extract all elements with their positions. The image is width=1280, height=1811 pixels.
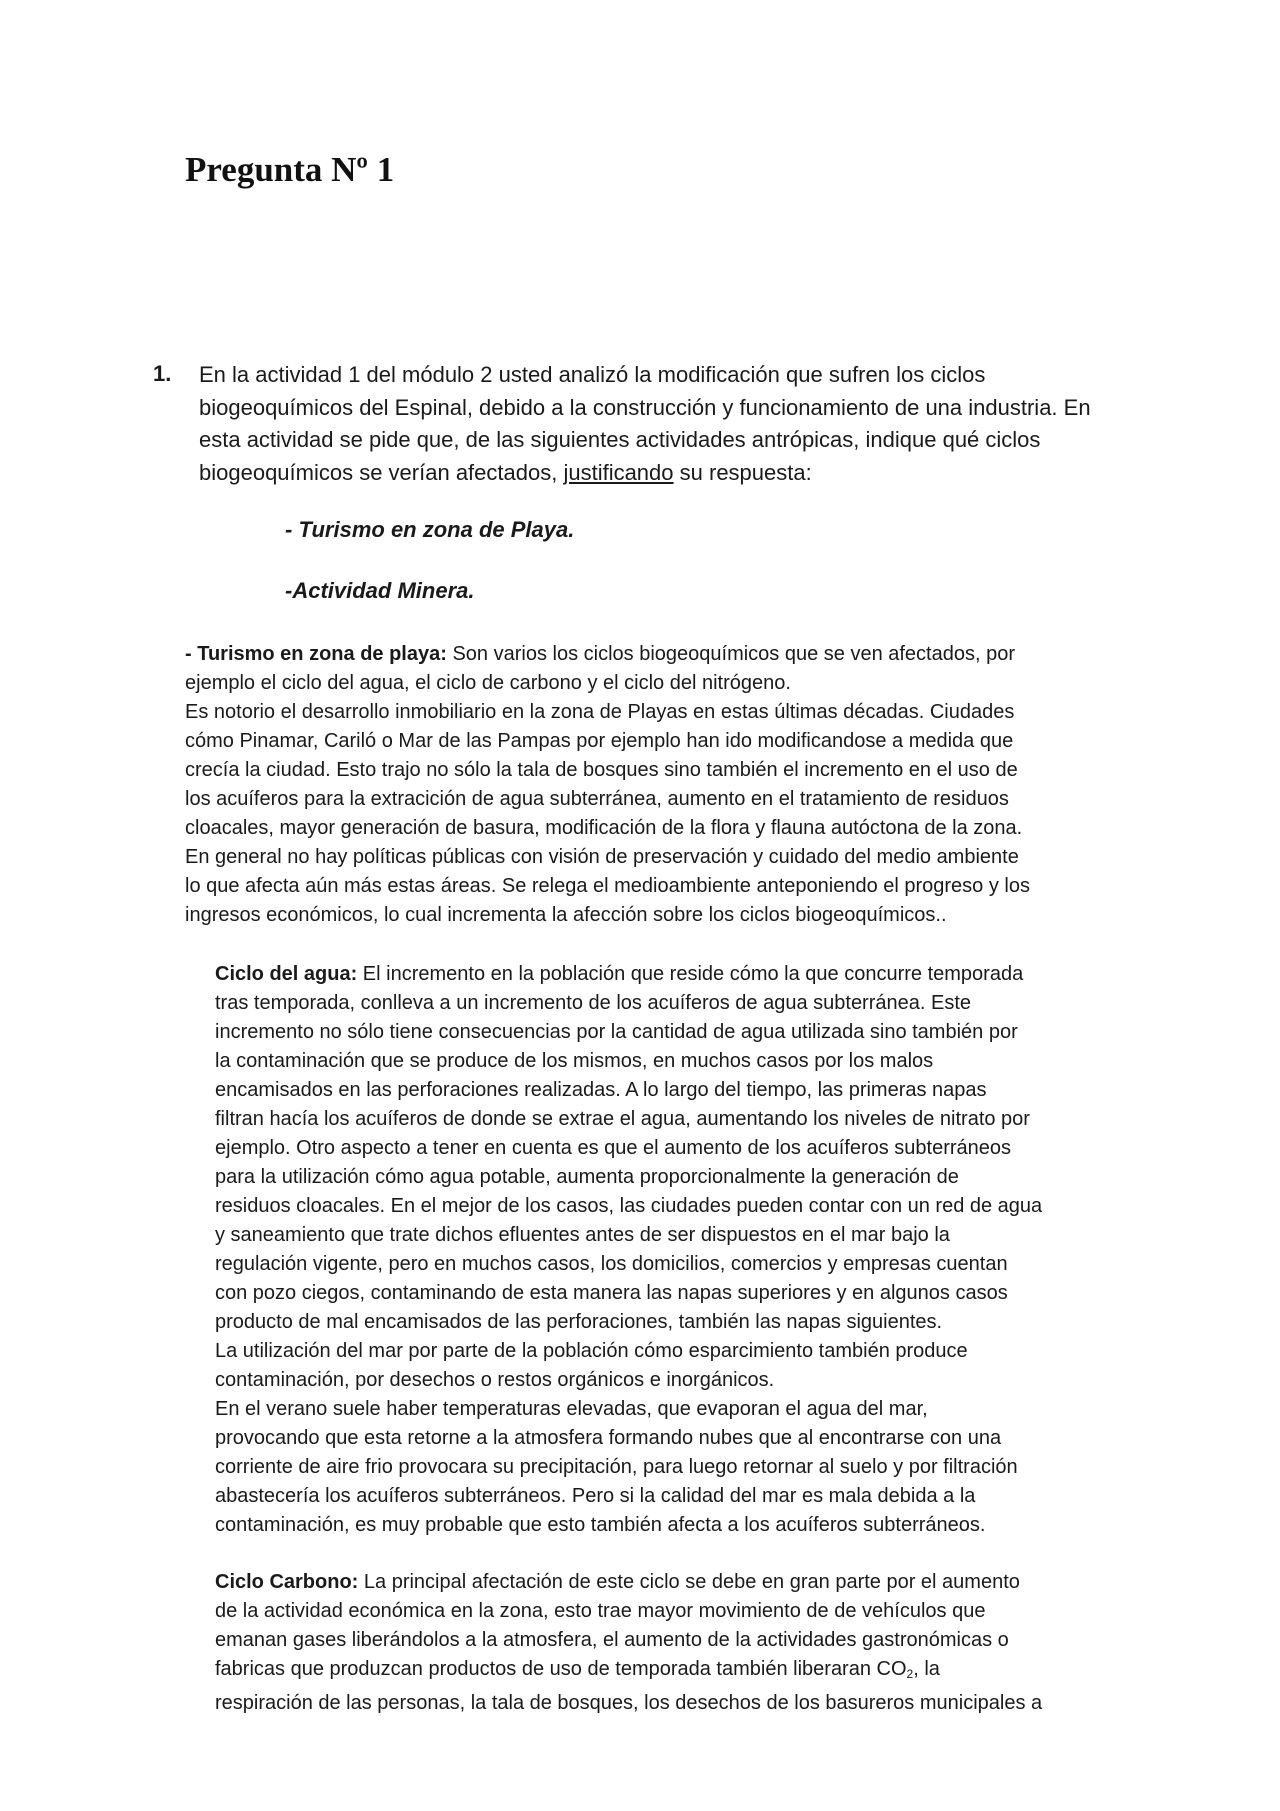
line-text: , la <box>913 1658 940 1680</box>
paragraph-line: La utilización del mar por parte de la población cómo esparcimiento también produce <box>215 1340 968 1362</box>
paragraph-line: incremento no sólo tiene consecuencias por la cantidad de agua utilizada sino también por <box>215 1021 1018 1043</box>
paragraph-line: ingresos económicos, lo cual incrementa la afección sobre los ciclos biogeoquímicos.. <box>185 904 947 926</box>
section-heading: Ciclo Carbono: <box>215 1571 359 1593</box>
answer-intro-paragraph <box>185 640 1030 930</box>
ciclo-carbono-paragraph <box>215 1568 1042 1718</box>
paragraph-line: regulación vigente, pero en muchos casos, los domicilios, comercios y empresas cuentan <box>215 1253 1008 1275</box>
paragraph-line: contaminación, por desechos o restos orgánicos e inorgánicos. <box>215 1369 775 1391</box>
line-text: Son varios los ciclos biogeoquímicos que se ven afectados, por <box>446 643 1016 665</box>
paragraph-line: contaminación, es muy probable que esto también afecta a los acuíferos subterráneos. <box>215 1514 986 1536</box>
paragraph-line: lo que afecta aún más estas áreas. Se relega el medioambiente anteponiendo el progreso y los <box>185 875 1030 897</box>
paragraph-line: la contaminación que se produce de los mismos, en muchos casos por los malos <box>215 1050 934 1072</box>
question-text-part: su respuesta: <box>673 459 812 485</box>
paragraph-line <box>215 1568 1042 1597</box>
paragraph-line: cómo Pinamar, Cariló o Mar de las Pampas por ejemplo han ido modificandose a medida que <box>185 730 1014 752</box>
question-text <box>199 359 1099 489</box>
paragraph-line: crecía la ciudad. Esto trajo no sólo la tala de bosques sino también el incremento en el uso de <box>185 759 1018 781</box>
paragraph-line: ejemplo el ciclo del agua, el ciclo de carbono y el ciclo del nitrógeno. <box>185 672 791 694</box>
option-mineria: -Actividad Minera. <box>285 578 475 603</box>
paragraph-line: cloacales, mayor generación de basura, modificación de la flora y flauna autóctona de la zona. <box>185 817 1023 839</box>
underlined-word: justificando <box>563 459 674 485</box>
line-text: fabricas que produzcan productos de uso de temporada también liberaran CO <box>215 1658 907 1680</box>
paragraph-line: emanan gases liberándolos a la atmosfera, el aumento de la actividades gastronómicas o <box>215 1629 1009 1651</box>
paragraph-line: respiración de las personas, la tala de bosques, los desechos de los basureros municipales a <box>215 1692 1043 1714</box>
paragraph-line: En el verano suele haber temperaturas elevadas, que evaporan el agua del mar, <box>215 1398 928 1420</box>
option-turismo: - Turismo en zona de Playa. <box>285 517 575 542</box>
question-number: 1. <box>153 361 172 386</box>
question-text-part: En la actividad 1 del módulo 2 usted analizó la modificación que sufren los ciclos biogeoquímicos del Espinal, debido a la construcción y funcionamiento de una industria. En esta actividad se pide que, de las siguientes actividades antrópicas, indique qué ciclos biogeoquímicos se verían afectados, <box>199 362 1091 485</box>
line-text: El incremento en la población que reside cómo la que concurre temporada <box>357 963 1024 985</box>
paragraph-line <box>215 1655 1042 1689</box>
paragraph-line: residuos cloacales. En el mejor de los casos, las ciudades pueden contar con un red de agua <box>215 1195 1043 1217</box>
paragraph-line: ejemplo. Otro aspecto a tener en cuenta es que el aumento de los acuíferos subterráneos <box>215 1137 1012 1159</box>
paragraph-line: y saneamiento que trate dichos efluentes antes de ser dispuestos en el mar bajo la <box>215 1224 950 1246</box>
page-title: Pregunta Nº 1 <box>185 150 395 189</box>
section-heading: Ciclo del agua: <box>215 963 358 985</box>
paragraph-line: los acuíferos para la extracición de agua subterránea, aumento en el tratamiento de residuos <box>185 788 1009 810</box>
ciclo-agua-paragraph <box>215 960 1042 1540</box>
paragraph-line <box>215 960 1042 989</box>
section-heading: - Turismo en zona de playa: <box>185 643 447 665</box>
paragraph-line: tras temporada, conlleva a un incremento de los acuíferos de agua subterránea. Este <box>215 992 972 1014</box>
line-text: La principal afectación de este ciclo se debe en gran parte por el aumento <box>358 1571 1020 1593</box>
paragraph-line: encamisados en las perforaciones realizadas. A lo largo del tiempo, las primeras napas <box>215 1079 987 1101</box>
paragraph-line <box>185 640 1030 669</box>
paragraph-line: filtran hacía los acuíferos de donde se extrae el agua, aumentando los niveles de nitrato por <box>215 1108 1030 1130</box>
paragraph-line: corriente de aire frio provocara su precipitación, para luego retornar al suelo y por filtración <box>215 1456 1018 1478</box>
paragraph-line: En general no hay políticas públicas con visión de preservación y cuidado del medio ambiente <box>185 846 1019 868</box>
co2-subscript: 2 <box>906 1667 914 1681</box>
paragraph-line: para la utilización cómo agua potable, aumenta proporcionalmente la generación de <box>215 1166 959 1188</box>
paragraph-line: Es notorio el desarrollo inmobiliario en la zona de Playas en estas últimas décadas. Ciudades <box>185 701 1015 723</box>
paragraph-line: provocando que esta retorne a la atmosfera formando nubes que al encontrarse con una <box>215 1427 1002 1449</box>
paragraph-line: de la actividad económica en la zona, esto trae mayor movimiento de de vehículos que <box>215 1600 986 1622</box>
paragraph-line: producto de mal encamisados de las perforaciones, también las napas siguientes. <box>215 1311 943 1333</box>
paragraph-line: abastecería los acuíferos subterráneos. Pero si la calidad del mar es mala debida a la <box>215 1485 976 1507</box>
paragraph-line: con pozo ciegos, contaminando de esta manera las napas superiores y en algunos casos <box>215 1282 1008 1304</box>
